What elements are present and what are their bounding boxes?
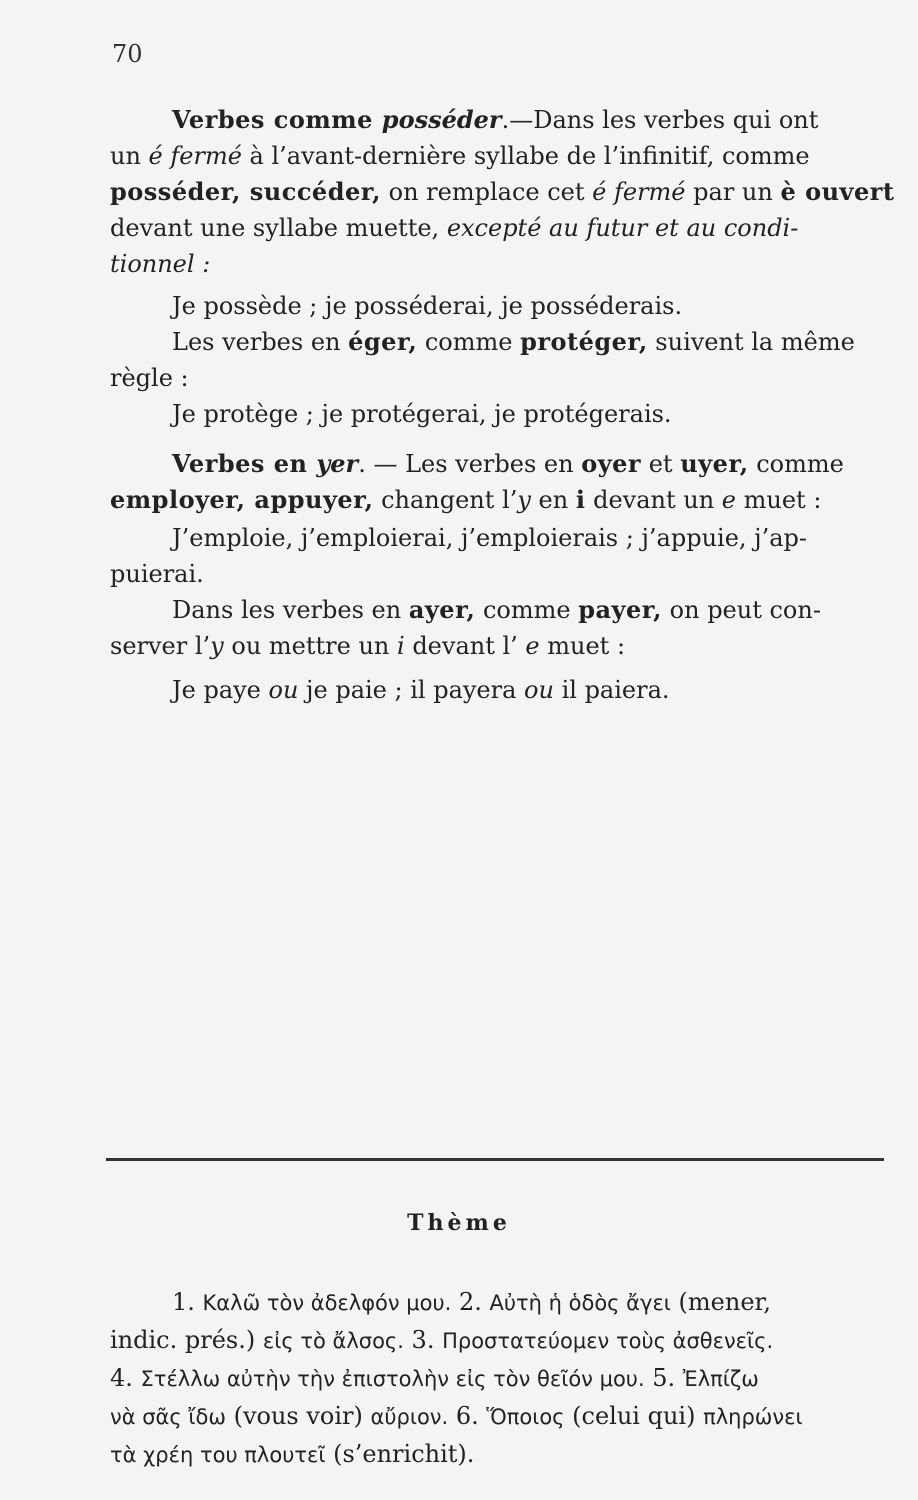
text: server l’ bbox=[110, 632, 211, 660]
section-heading-suffix: yer bbox=[316, 449, 359, 478]
italic-text: i bbox=[397, 632, 405, 660]
text: je paie ; il payera bbox=[298, 676, 525, 704]
text: 4. bbox=[110, 1364, 141, 1392]
text: (vous voir) bbox=[225, 1402, 371, 1430]
text: 5. bbox=[644, 1364, 683, 1392]
section-heading: Verbes en bbox=[172, 449, 317, 478]
text: (s’enrichit). bbox=[325, 1440, 475, 1468]
text: on peut con- bbox=[662, 596, 821, 624]
bold-text: employer, appuyer, bbox=[110, 485, 374, 514]
bold-text: posséder, succéder, bbox=[110, 177, 382, 206]
text: 1. bbox=[172, 1288, 203, 1316]
theme-line-4 bbox=[110, 1398, 803, 1435]
s3-example-line-1: J’emploie, j’emploierai, j’emploierais ; j’appuie, j’ap- bbox=[172, 524, 808, 552]
italic-text: ou bbox=[268, 676, 299, 704]
text: indic. prés.) bbox=[110, 1326, 263, 1354]
bold-text: uyer, bbox=[680, 449, 749, 478]
s1-line-1 bbox=[172, 102, 818, 138]
s3-line-1 bbox=[172, 446, 844, 482]
text: Je paye bbox=[172, 676, 269, 704]
s2-line-1 bbox=[172, 324, 855, 360]
text: à l’avant-dernière syllabe de l’infinitif, comme bbox=[241, 142, 810, 170]
bold-text: protéger, bbox=[520, 327, 648, 356]
s1-line-2 bbox=[110, 138, 810, 174]
s1-line-3 bbox=[110, 174, 895, 210]
text: un bbox=[110, 142, 149, 170]
text: 6. bbox=[448, 1402, 487, 1430]
italic-text: y bbox=[210, 632, 224, 660]
section-heading-verb: posséder bbox=[381, 105, 502, 134]
theme-line-1 bbox=[172, 1284, 771, 1321]
text: en bbox=[530, 486, 576, 514]
italic-text: y bbox=[517, 486, 531, 514]
theme-line-2 bbox=[110, 1322, 773, 1359]
s1-example: Je possède ; je posséderai, je posséderais. bbox=[172, 292, 683, 320]
text: ou mettre un bbox=[223, 632, 397, 660]
text: on remplace cet bbox=[381, 178, 593, 206]
greek-text: πληρώνει bbox=[703, 1405, 803, 1429]
greek-text: Στέλλω αὐτὴν τὴν ἐπιστολὴν εἰς τὸν θεῖόν μου. bbox=[140, 1367, 645, 1391]
greek-text: Ὅποιος bbox=[486, 1405, 565, 1429]
text: devant une syllabe muette, bbox=[110, 214, 447, 242]
italic-text: e bbox=[721, 486, 736, 514]
theme-line-3 bbox=[110, 1360, 759, 1397]
s1-line-5 bbox=[110, 246, 210, 282]
page-number: 70 bbox=[112, 40, 143, 68]
bold-text: ayer, bbox=[408, 595, 476, 624]
text: il paiera. bbox=[553, 676, 670, 704]
text: devant un bbox=[585, 486, 722, 514]
bold-text: è ouvert bbox=[780, 177, 895, 206]
italic-text: e bbox=[525, 632, 540, 660]
text: (mener, bbox=[670, 1288, 771, 1316]
greek-text: Προστατεύομεν τοὺς ἀσθενεῖς. bbox=[442, 1329, 774, 1353]
text: comme bbox=[748, 450, 844, 478]
bold-text: éger, bbox=[348, 327, 418, 356]
text: 2. bbox=[451, 1288, 490, 1316]
greek-text: Ἐλπίζω bbox=[682, 1367, 759, 1391]
text: Les verbes en bbox=[172, 328, 349, 356]
section-divider bbox=[106, 1158, 884, 1161]
text: comme bbox=[475, 596, 579, 624]
italic-text: ou bbox=[524, 676, 554, 704]
s4-example bbox=[172, 672, 670, 708]
text: et bbox=[641, 450, 681, 478]
section-heading: Verbes comme bbox=[172, 105, 382, 134]
text: changent l’ bbox=[373, 486, 518, 514]
greek-text: νὰ σᾶς ἴδω bbox=[110, 1405, 226, 1429]
s1-line-4 bbox=[110, 210, 798, 246]
text: par un bbox=[685, 178, 781, 206]
italic-text: é fermé bbox=[148, 142, 242, 170]
s4-line-1 bbox=[172, 592, 821, 628]
bold-text: payer, bbox=[578, 595, 663, 624]
text: muet : bbox=[539, 632, 626, 660]
greek-text: εἰς τὸ ἄλσος. bbox=[262, 1329, 404, 1353]
greek-text: Καλῶ τὸν ἀδελφόν μου. bbox=[202, 1291, 452, 1315]
italic-text: é fermé bbox=[592, 178, 686, 206]
s2-line-2: règle : bbox=[110, 364, 189, 392]
text: Dans les verbes en bbox=[172, 596, 409, 624]
greek-text: τὰ χρέη του πλουτεῖ bbox=[110, 1443, 326, 1467]
text: devant l’ bbox=[404, 632, 526, 660]
text: muet : bbox=[736, 486, 822, 514]
text: 3. bbox=[403, 1326, 443, 1354]
bold-text: oyer bbox=[581, 449, 642, 478]
text: .—Dans les verbes qui ont bbox=[501, 106, 819, 134]
italic-text: tionnel : bbox=[110, 250, 211, 278]
text: suivent la même bbox=[647, 328, 855, 356]
s2-example: Je protège ; je protégerai, je protégerais. bbox=[172, 400, 672, 428]
theme-title: Thème bbox=[407, 1210, 511, 1236]
italic-text: excepté au futur et au condi- bbox=[446, 214, 799, 242]
text: . — Les verbes en bbox=[358, 450, 582, 478]
greek-text: Αὐτὴ ἡ ὁδὸς ἄγει bbox=[489, 1291, 671, 1315]
text: (celui qui) bbox=[564, 1402, 704, 1430]
greek-text: αὔριον. bbox=[370, 1405, 449, 1429]
bold-text: i bbox=[575, 485, 586, 514]
s4-line-2 bbox=[110, 628, 625, 664]
text: comme bbox=[417, 328, 521, 356]
theme-line-5 bbox=[110, 1436, 474, 1473]
s3-example-line-2: puierai. bbox=[110, 560, 204, 588]
s3-line-2 bbox=[110, 482, 821, 518]
